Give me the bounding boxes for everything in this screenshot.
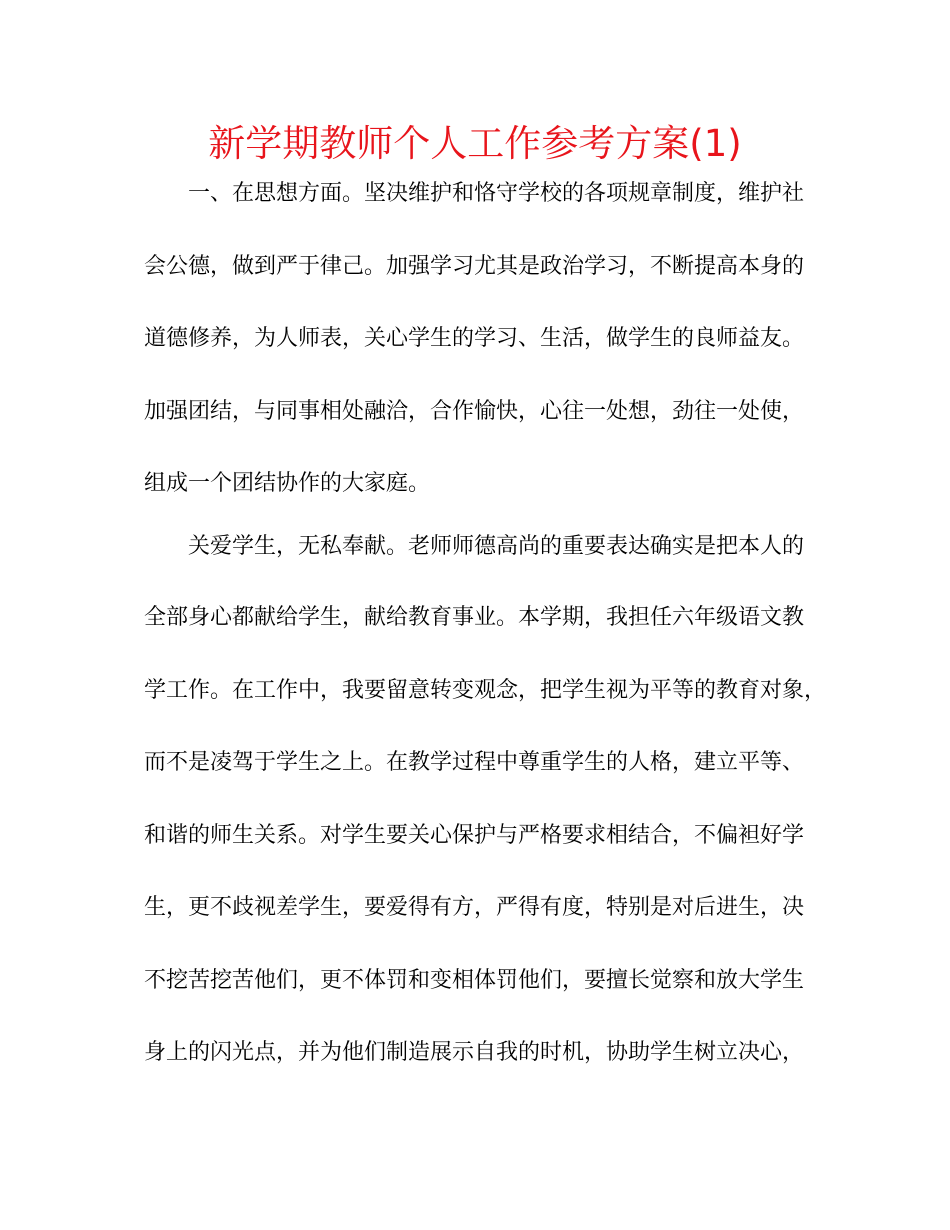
- paragraph-2-line-6: 生，更不歧视差学生，要爱得有方，严得有度，特别是对后进生，决: [144, 895, 805, 920]
- paragraph-1-line-5: 组成一个团结协作的大家庭。: [144, 471, 431, 496]
- paragraph-2-line-1: 关爱学生，无私奉献。老师师德高尚的重要表达确实是把本人的: [188, 534, 805, 559]
- paragraph-2-line-4: 而不是凌驾于学生之上。在教学过程中尊重学生的人格，建立平等、: [144, 750, 805, 775]
- paragraph-2-line-3: 学工作。在工作中，我要留意转变观念，把学生视为平等的教育对象，: [144, 678, 827, 703]
- paragraph-1-line-1: 一、在思想方面。坚决维护和恪守学校的各项规章制度，维护社: [188, 181, 805, 206]
- paragraph-1-line-4: 加强团结，与同事相处融洽，合作愉快，心往一处想，劲往一处使，: [144, 399, 805, 424]
- document-title: 新学期教师个人工作参考方案(1): [208, 122, 742, 165]
- paragraph-2-line-5: 和谐的师生关系。对学生要关心保护与严格要求相结合，不偏袒好学: [144, 823, 805, 848]
- paragraph-1-line-2: 会公德，做到严于律己。加强学习尤其是政治学习，不断提高本身的: [144, 254, 805, 279]
- paragraph-2-line-8: 身上的闪光点，并为他们制造展示自我的时机，协助学生树立决心，: [144, 1040, 805, 1065]
- paragraph-2-line-2: 全部身心都献给学生，献给教育事业。本学期，我担任六年级语文教: [144, 605, 805, 630]
- paragraph-1-line-3: 道德修养，为人师表，关心学生的学习、生活，做学生的良师益友。: [144, 326, 805, 351]
- paragraph-2-line-7: 不挖苦挖苦他们，更不体罚和变相体罚他们，要擅长觉察和放大学生: [144, 968, 805, 993]
